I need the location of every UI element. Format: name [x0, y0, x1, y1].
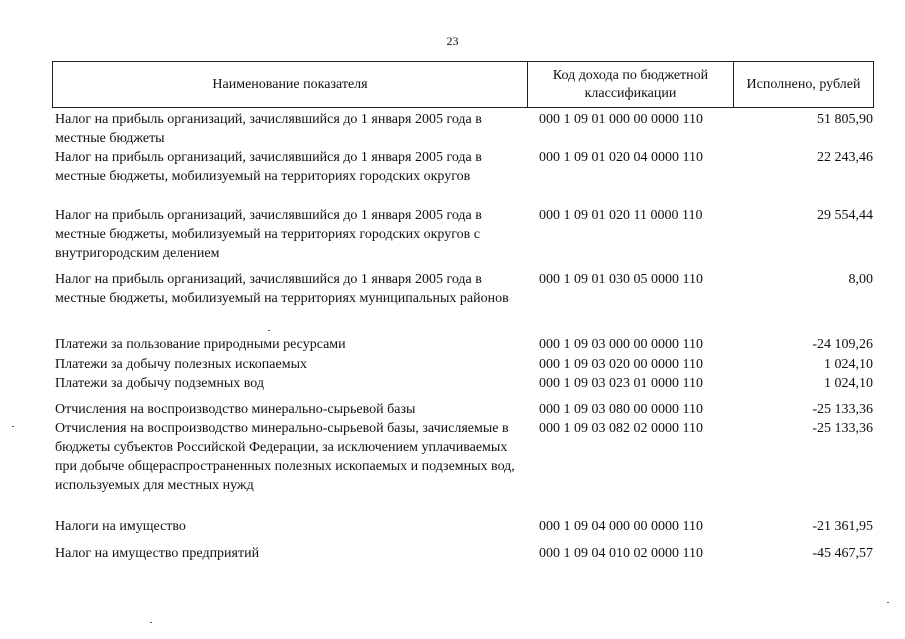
row-code: 000 1 09 03 000 00 0000 110: [539, 337, 703, 352]
row-amount: 29 554,44: [817, 208, 873, 223]
row-amount: 51 805,90: [817, 112, 873, 127]
row-name: Платежи за пользование природными ресурсами: [55, 337, 346, 352]
row-code: 000 1 09 04 000 00 0000 110: [539, 519, 703, 534]
row-amount: 1 024,10: [824, 357, 873, 372]
row-code: 000 1 09 01 030 05 0000 110: [539, 272, 703, 287]
row-name: Налог на имущество предприятий: [55, 546, 260, 561]
row-amount: 8,00: [848, 272, 873, 287]
row-amount: 1 024,10: [824, 376, 873, 391]
header-executed: Исполнено, рублей: [746, 76, 861, 92]
scan-speck: [887, 602, 889, 603]
row-amount: -24 109,26: [812, 337, 873, 352]
row-name: Платежи за добычу полезных ископаемых: [55, 357, 307, 372]
row-name: Отчисления на воспроизводство минерально-сырьевой базы: [55, 402, 416, 417]
row-code: 000 1 09 03 082 02 0000 110: [539, 421, 703, 436]
row-code: 000 1 09 03 020 00 0000 110: [539, 357, 703, 372]
row-name: Налог на прибыль организаций, зачислявшийся до 1 января 2005 года в местные бюджеты, мобилизуемый на территориях муниципальных районов: [55, 272, 509, 306]
table-header: [52, 61, 874, 108]
scan-speck: [150, 622, 152, 623]
row-amount: -25 133,36: [812, 402, 873, 417]
row-name: Налог на прибыль организаций, зачислявшийся до 1 января 2005 года в местные бюджеты: [55, 112, 482, 146]
row-code: 000 1 09 04 010 02 0000 110: [539, 546, 703, 561]
row-name: Налоги на имущество: [55, 519, 186, 534]
row-code: 000 1 09 01 020 11 0000 110: [539, 208, 703, 223]
row-code: 000 1 09 03 023 01 0000 110: [539, 376, 703, 391]
row-name: Отчисления на воспроизводство минерально-сырьевой базы, зачисляемые в бюджеты субъектов Российской Федерации, за исключением уплачиваемых при добыче общераспространенных полезных ископаемых и подземных вод, используемых для местных нужд: [55, 421, 515, 493]
row-amount: 22 243,46: [817, 150, 873, 165]
row-name: Налог на прибыль организаций, зачислявшийся до 1 января 2005 года в местные бюджеты, мобилизуемый на территориях городских округов с внутригородским делением: [55, 208, 482, 261]
row-amount: -21 361,95: [812, 519, 873, 534]
row-code: 000 1 09 01 020 04 0000 110: [539, 150, 703, 165]
header-name: Наименование показателя: [53, 62, 528, 107]
row-code: 000 1 09 01 000 00 0000 110: [539, 112, 703, 127]
row-name: Налог на прибыль организаций, зачислявшийся до 1 января 2005 года в местные бюджеты, мобилизуемый на территориях городских округов: [55, 150, 482, 184]
row-code: 000 1 09 03 080 00 0000 110: [539, 402, 703, 417]
row-amount: -45 467,57: [812, 546, 873, 561]
row-amount: -25 133,36: [812, 421, 873, 436]
scan-speck: [268, 330, 270, 331]
row-name: Платежи за добычу подземных вод: [55, 376, 265, 391]
header-code: Код дохода по бюджетной классификации: [528, 62, 734, 107]
scan-speck: [12, 426, 14, 427]
page-number: 23: [446, 34, 459, 48]
